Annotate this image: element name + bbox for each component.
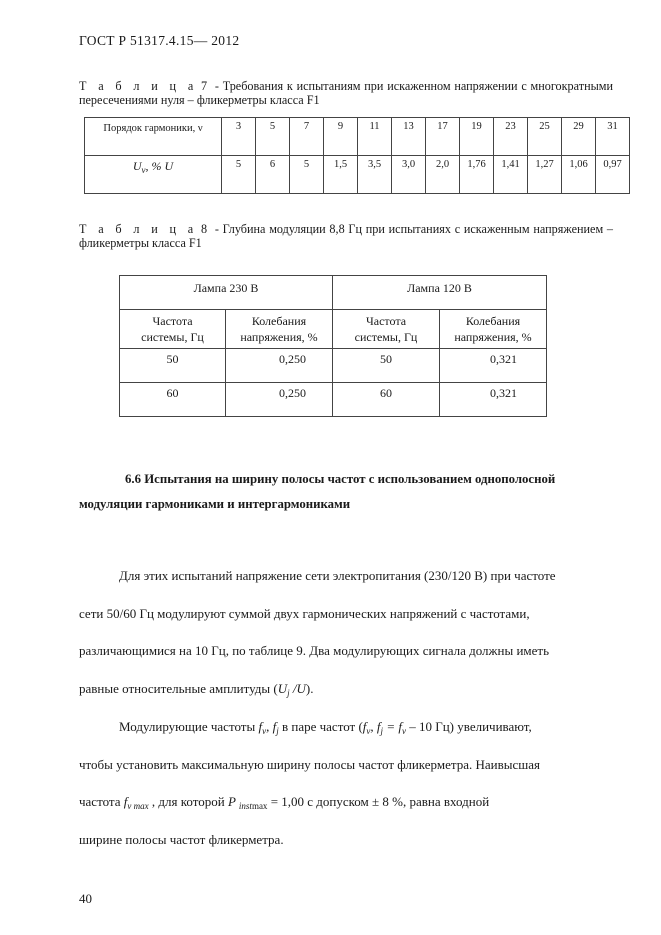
document-header: ГОСТ Р 51317.4.15— 2012 xyxy=(79,33,240,48)
formula-frequency-pair: $f_\nu$, $f_j = f_\nu$ xyxy=(362,719,406,736)
table7-cell: 1,06 xyxy=(562,156,596,194)
table7-cell: 23 xyxy=(494,118,528,156)
paragraph-1 xyxy=(79,557,614,708)
table7-cell: 1,41 xyxy=(494,156,528,194)
page-number: 40 xyxy=(79,891,92,906)
table7-cell: 1,5 xyxy=(324,156,358,194)
table7-cell: 3,5 xyxy=(358,156,392,194)
table7-cell: 3 xyxy=(222,118,256,156)
paragraph-line: равные относительные амплитуды ($U_j$ /U). xyxy=(79,681,314,699)
formula-fv-max: $f_{\nu max}$ xyxy=(123,794,149,812)
table8-col-fluctuation: Колебания напряжения, % xyxy=(226,310,333,349)
section-title-line2: модуляции гармониками и интергармониками xyxy=(79,497,351,511)
table8-cell: 0,250 xyxy=(226,349,333,383)
table8-col-fluctuation: Колебания напряжения, % xyxy=(440,310,547,349)
table8-caption xyxy=(79,222,613,250)
table7-cell: 29 xyxy=(562,118,596,156)
table8 xyxy=(119,275,547,417)
formula-frequencies: $f_\nu$, $f_j$ xyxy=(258,719,279,736)
table7-cell: 0,97 xyxy=(596,156,630,194)
table7-cell: 13 xyxy=(392,118,426,156)
table7-caption-number: 7 xyxy=(201,79,212,93)
table7-caption-text: - Требования к испытаниям при искаженном напряжении с многократными пересечениями нуля – фликерметры класса F1 xyxy=(79,79,614,107)
table-row xyxy=(120,383,547,417)
table8-cell: 60 xyxy=(120,383,226,417)
table8-caption-word: Т а б л и ц а xyxy=(79,222,198,236)
table7-cell: 5 xyxy=(290,156,324,194)
table8-subheader-row xyxy=(120,310,547,349)
table8-cell: 0,321 xyxy=(440,383,547,417)
table8-col-frequency: Частота системы, Гц xyxy=(333,310,440,349)
table8-cell: 0,321 xyxy=(440,349,547,383)
table7-cell: 7 xyxy=(290,118,324,156)
paragraph-line: различающимися на 10 Гц, по таблице 9. Два модулирующих сигнала должны иметь xyxy=(79,643,550,659)
table8-header-row xyxy=(120,276,547,310)
table8-lamp-230-header: Лампа 230 В xyxy=(120,276,333,310)
table7-cell: 9 xyxy=(324,118,358,156)
table-row xyxy=(120,349,547,383)
table7-row-orders xyxy=(85,118,630,156)
table7-cell: 11 xyxy=(358,118,392,156)
table7-cell: 25 xyxy=(528,118,562,156)
table7-cell: 3,0 xyxy=(392,156,426,194)
paragraph-line: сети 50/60 Гц модулируют суммой двух гармонических напряжений с частотами, xyxy=(79,605,530,621)
table8-cell: 0,250 xyxy=(226,383,333,417)
table8-cell: 50 xyxy=(333,349,440,383)
table7-cell: 5 xyxy=(222,156,256,194)
paragraph-line: Модулирующие частоты $f_\nu$, $f_j$ в паре частот ($f_\nu$, $f_j = f_\nu - 10$ Гц) увеличивают, xyxy=(119,719,532,736)
table7-cell: 31 xyxy=(596,118,630,156)
table7-row-values xyxy=(85,156,630,194)
table7-cell: 1,27 xyxy=(528,156,562,194)
table7-cell: 2,0 xyxy=(426,156,460,194)
table7 xyxy=(84,117,630,194)
table8-caption-text: - Глубина модуляции 8,8 Гц при испытаниях с искаженным напряжением – фликерметры класса F1 xyxy=(79,222,614,250)
paragraph-line: частота $f_{\nu max}$ , для которой P $_{instmax}$ = 1,00 с допуском ± 8 %, равна входной xyxy=(79,794,490,812)
paragraph-line: Для этих испытаний напряжение сети электропитания (230/120 В) при частоте xyxy=(119,568,556,583)
table8-col-frequency: Частота системы, Гц xyxy=(120,310,226,349)
paragraph-line: ширине полосы частот фликерметра. xyxy=(79,832,284,848)
table8-caption-number: 8 xyxy=(200,222,212,236)
section-heading xyxy=(79,467,615,517)
formula-p-inst-max: P $_{inst}$ xyxy=(227,794,252,812)
table7-cell: 1,76 xyxy=(460,156,494,194)
table8-cell: 50 xyxy=(120,349,226,383)
table7-cell: 17 xyxy=(426,118,460,156)
paragraph-line: чтобы установить максимальную ширину полосы частот фликерметра. Наивысшая xyxy=(79,756,540,772)
section-number: 6.6 xyxy=(125,472,141,486)
table7-row-label: Порядок гармоники, ν xyxy=(85,118,222,156)
section-title-line1: Испытания на ширину полосы частот с использованием однополосной xyxy=(144,472,556,486)
table7-cell: 19 xyxy=(460,118,494,156)
table7-caption xyxy=(79,79,613,107)
table8-cell: 60 xyxy=(333,383,440,417)
table7-caption-word: Т а б л и ц а xyxy=(79,79,198,93)
table8-lamp-120-header: Лампа 120 В xyxy=(333,276,547,310)
paragraph-2 xyxy=(79,708,614,859)
table7-cell: 5 xyxy=(256,118,290,156)
formula-amplitude-ratio: $U_j$ /U xyxy=(277,681,306,699)
table7-cell: 6 xyxy=(256,156,290,194)
table7-row-label: $U_\nu$, % U xyxy=(85,156,222,194)
